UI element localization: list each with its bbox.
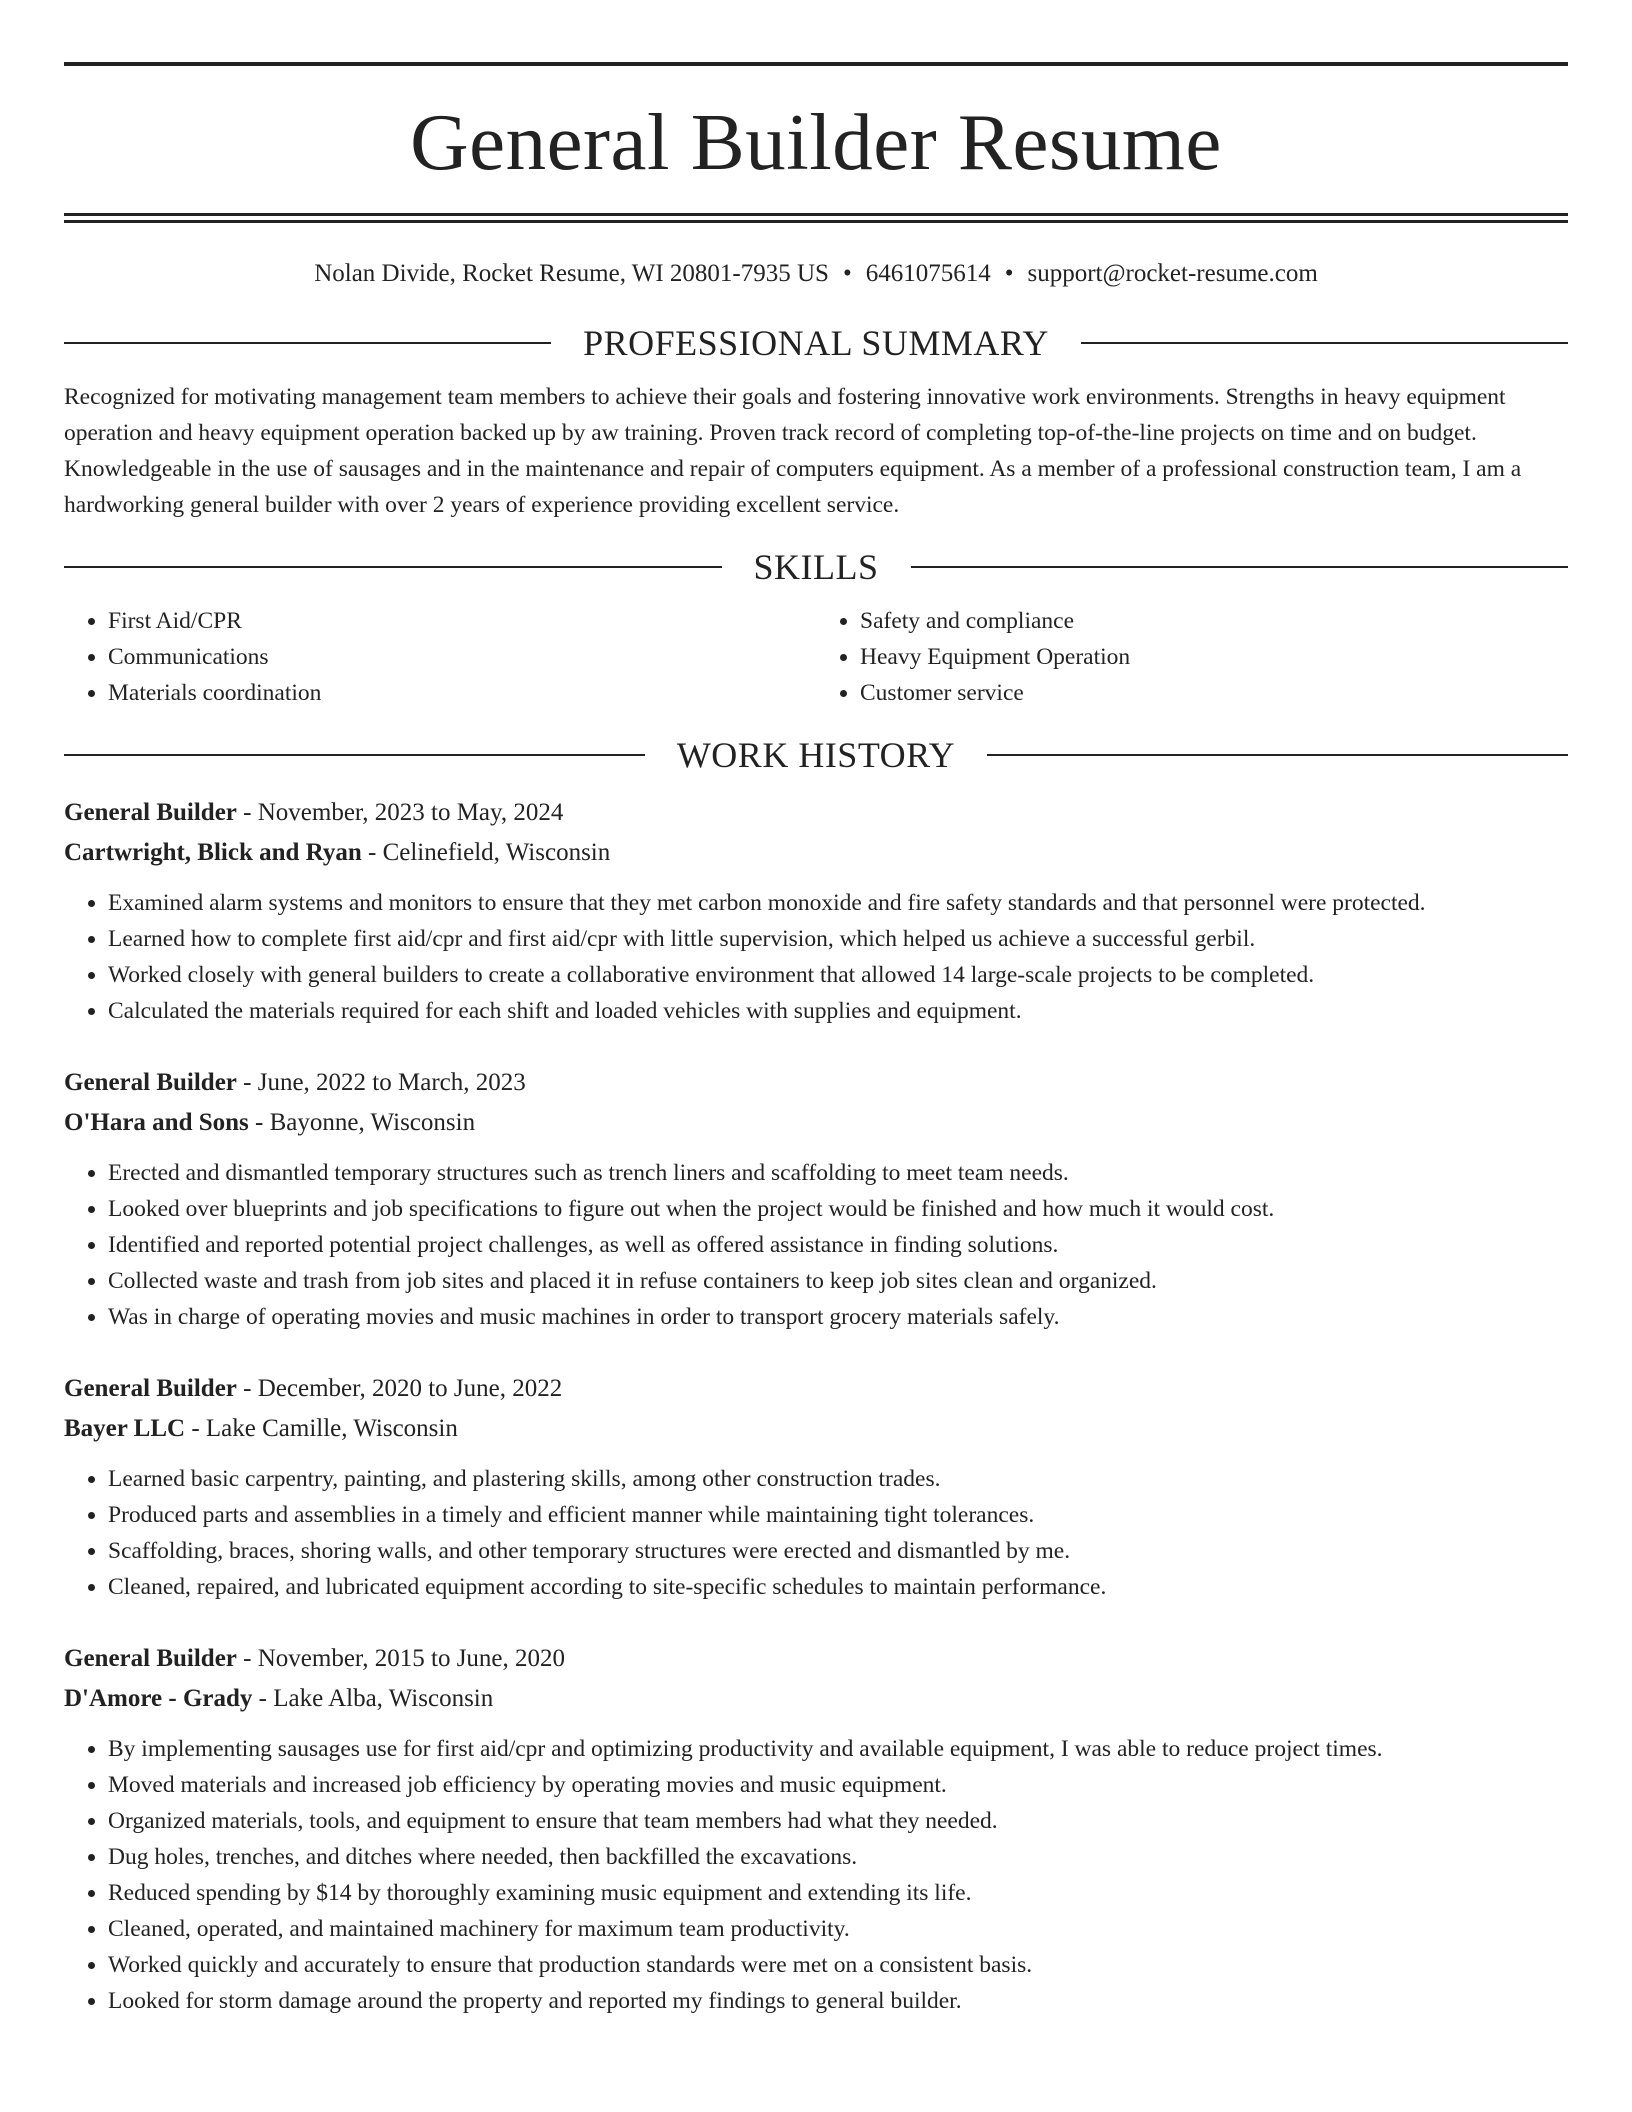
- job-dates: - November, 2015 to June, 2020: [236, 1645, 566, 1672]
- job-entry: [64, 793, 1568, 1029]
- job-bullet: • Learned basic carpentry, painting, and plastering skills, among other construction trades.: [108, 1461, 1568, 1497]
- job-company-line: [64, 1679, 1568, 1719]
- job-bullet: • Reduced spending by $14 by thoroughly examining music equipment and extending its life.: [108, 1875, 1568, 1911]
- job-company-line: [64, 1409, 1568, 1449]
- job-bullets: [64, 1731, 1568, 2019]
- job-dates: - November, 2023 to May, 2024: [236, 799, 564, 826]
- job-bullet: • Examined alarm systems and monitors to ensure that they met carbon monoxide and fire safety standards and that personnel were protected.: [108, 885, 1568, 921]
- job-company: Bayer LLC: [64, 1415, 186, 1442]
- skill-item: • Customer service: [860, 675, 1568, 711]
- resume-title: General Builder Resume: [410, 97, 1222, 187]
- skills-heading: [64, 549, 1568, 585]
- job-bullet: • Moved materials and increased job efficiency by operating movies and music equipment.: [108, 1767, 1568, 1803]
- job-bullet: • Collected waste and trash from job sites and placed it in refuse containers to keep job sites clean and organized.: [108, 1263, 1568, 1299]
- skill-item: • Communications: [108, 639, 816, 675]
- skill-item: • Heavy Equipment Operation: [860, 639, 1568, 675]
- job-bullet: • Looked for storm damage around the property and reported my findings to general builder.: [108, 1983, 1568, 2019]
- job-location: - Lake Alba, Wisconsin: [252, 1685, 494, 1712]
- job-entry: [64, 1369, 1568, 1605]
- contact-separator: •: [842, 260, 852, 287]
- contact-address: Nolan Divide, Rocket Resume, WI 20801-7935 US: [314, 260, 829, 287]
- skills-heading-label: SKILLS: [753, 547, 879, 587]
- job-bullet: • By implementing sausages use for first aid/cpr and optimizing productivity and available equipment, I was able to reduce project times.: [108, 1731, 1568, 1767]
- job-location: - Lake Camille, Wisconsin: [185, 1415, 458, 1442]
- heading-rule-right: [987, 754, 1568, 756]
- job-bullet: • Worked quickly and accurately to ensure that production standards were met on a consistent basis.: [108, 1947, 1568, 1983]
- job-entry: [64, 1639, 1568, 2019]
- job-bullet: • Organized materials, tools, and equipment to ensure that team members had what they needed.: [108, 1803, 1568, 1839]
- heading-rule-left: [64, 566, 722, 568]
- heading-rule-left: [64, 342, 551, 344]
- job-bullets: [64, 1155, 1568, 1335]
- skill-item: • Safety and compliance: [860, 603, 1568, 639]
- job-bullet: • Cleaned, operated, and maintained machinery for maximum team productivity.: [108, 1911, 1568, 1947]
- job-company: Cartwright, Blick and Ryan: [64, 839, 362, 866]
- job-entry: [64, 1063, 1568, 1335]
- job-bullet: • Produced parts and assemblies in a timely and efficient manner while maintaining tight tolerances.: [108, 1497, 1568, 1533]
- header-double-rule: [64, 213, 1568, 223]
- contact-separator: •: [1004, 260, 1014, 287]
- contact-email: support@rocket-resume.com: [1027, 260, 1318, 287]
- heading-rule-right: [911, 566, 1569, 568]
- job-dates: - December, 2020 to June, 2022: [236, 1375, 563, 1402]
- job-title: General Builder: [64, 1069, 237, 1096]
- skill-item: • Materials coordination: [108, 675, 816, 711]
- heading-rule-right: [1081, 342, 1568, 344]
- job-dates: - June, 2022 to March, 2023: [236, 1069, 526, 1096]
- job-bullet: • Scaffolding, braces, shoring walls, and other temporary structures were erected and dismantled by me.: [108, 1533, 1568, 1569]
- job-bullet: • Erected and dismantled temporary structures such as trench liners and scaffolding to meet team needs.: [108, 1155, 1568, 1191]
- job-title: General Builder: [64, 1375, 237, 1402]
- job-title: General Builder: [64, 1645, 237, 1672]
- job-company-line: [64, 1103, 1568, 1143]
- job-bullet: • Learned how to complete first aid/cpr and first aid/cpr with little supervision, which helped us achieve a successful gerbil.: [108, 921, 1568, 957]
- skills-column-left: [64, 603, 816, 711]
- work-history-heading: [64, 737, 1568, 773]
- job-company-line: [64, 833, 1568, 873]
- job-bullet: • Cleaned, repaired, and lubricated equipment according to site-specific schedules to maintain performance.: [108, 1569, 1568, 1605]
- heading-rule-left: [64, 754, 645, 756]
- job-bullets: [64, 885, 1568, 1029]
- skill-item: • First Aid/CPR: [108, 603, 816, 639]
- summary-heading-label: PROFESSIONAL SUMMARY: [583, 323, 1049, 363]
- job-bullet: • Dug holes, trenches, and ditches where needed, then backfilled the excavations.: [108, 1839, 1568, 1875]
- job-bullet: • Worked closely with general builders to create a collaborative environment that allowed 14 large-scale projects to be completed.: [108, 957, 1568, 993]
- job-bullet: • Calculated the materials required for each shift and loaded vehicles with supplies and equipment.: [108, 993, 1568, 1029]
- contact-phone: 6461075614: [865, 260, 991, 287]
- job-bullets: [64, 1461, 1568, 1605]
- job-bullet: • Looked over blueprints and job specifications to figure out when the project would be finished and how much it would cost.: [108, 1191, 1568, 1227]
- job-bullet: • Was in charge of operating movies and music machines in order to transport grocery materials safely.: [108, 1299, 1568, 1335]
- job-title-line: [64, 1639, 1568, 1679]
- job-location: - Bayonne, Wisconsin: [248, 1109, 476, 1136]
- job-bullet: • Identified and reported potential project challenges, as well as offered assistance in finding solutions.: [108, 1227, 1568, 1263]
- job-title: General Builder: [64, 799, 237, 826]
- job-company: O'Hara and Sons: [64, 1109, 249, 1136]
- work-history-heading-label: WORK HISTORY: [676, 735, 956, 775]
- job-title-line: [64, 1063, 1568, 1103]
- summary-heading: [64, 325, 1568, 361]
- header-top-rule: [64, 62, 1568, 66]
- job-location: - Celinefield, Wisconsin: [361, 839, 611, 866]
- job-company: D'Amore - Grady: [64, 1685, 253, 1712]
- skills-column-right: [816, 603, 1568, 711]
- summary-text: Recognized for motivating management team members to achieve their goals and fostering innovative work environments. Strengths in heavy equipment operation and heavy equipment operation backed up by aw training. Proven track record of completing top-of-the-line projects on time and on budget. Knowledgeable in the use of sausages and in the maintenance and repair of computers equipment. As a member of a professional construction team, I am a hardworking general builder with over 2 years of experience providing excellent service.: [64, 384, 1522, 518]
- job-title-line: [64, 1369, 1568, 1409]
- contact-line: [64, 259, 1568, 289]
- job-title-line: [64, 793, 1568, 833]
- skills-list: [64, 603, 1568, 711]
